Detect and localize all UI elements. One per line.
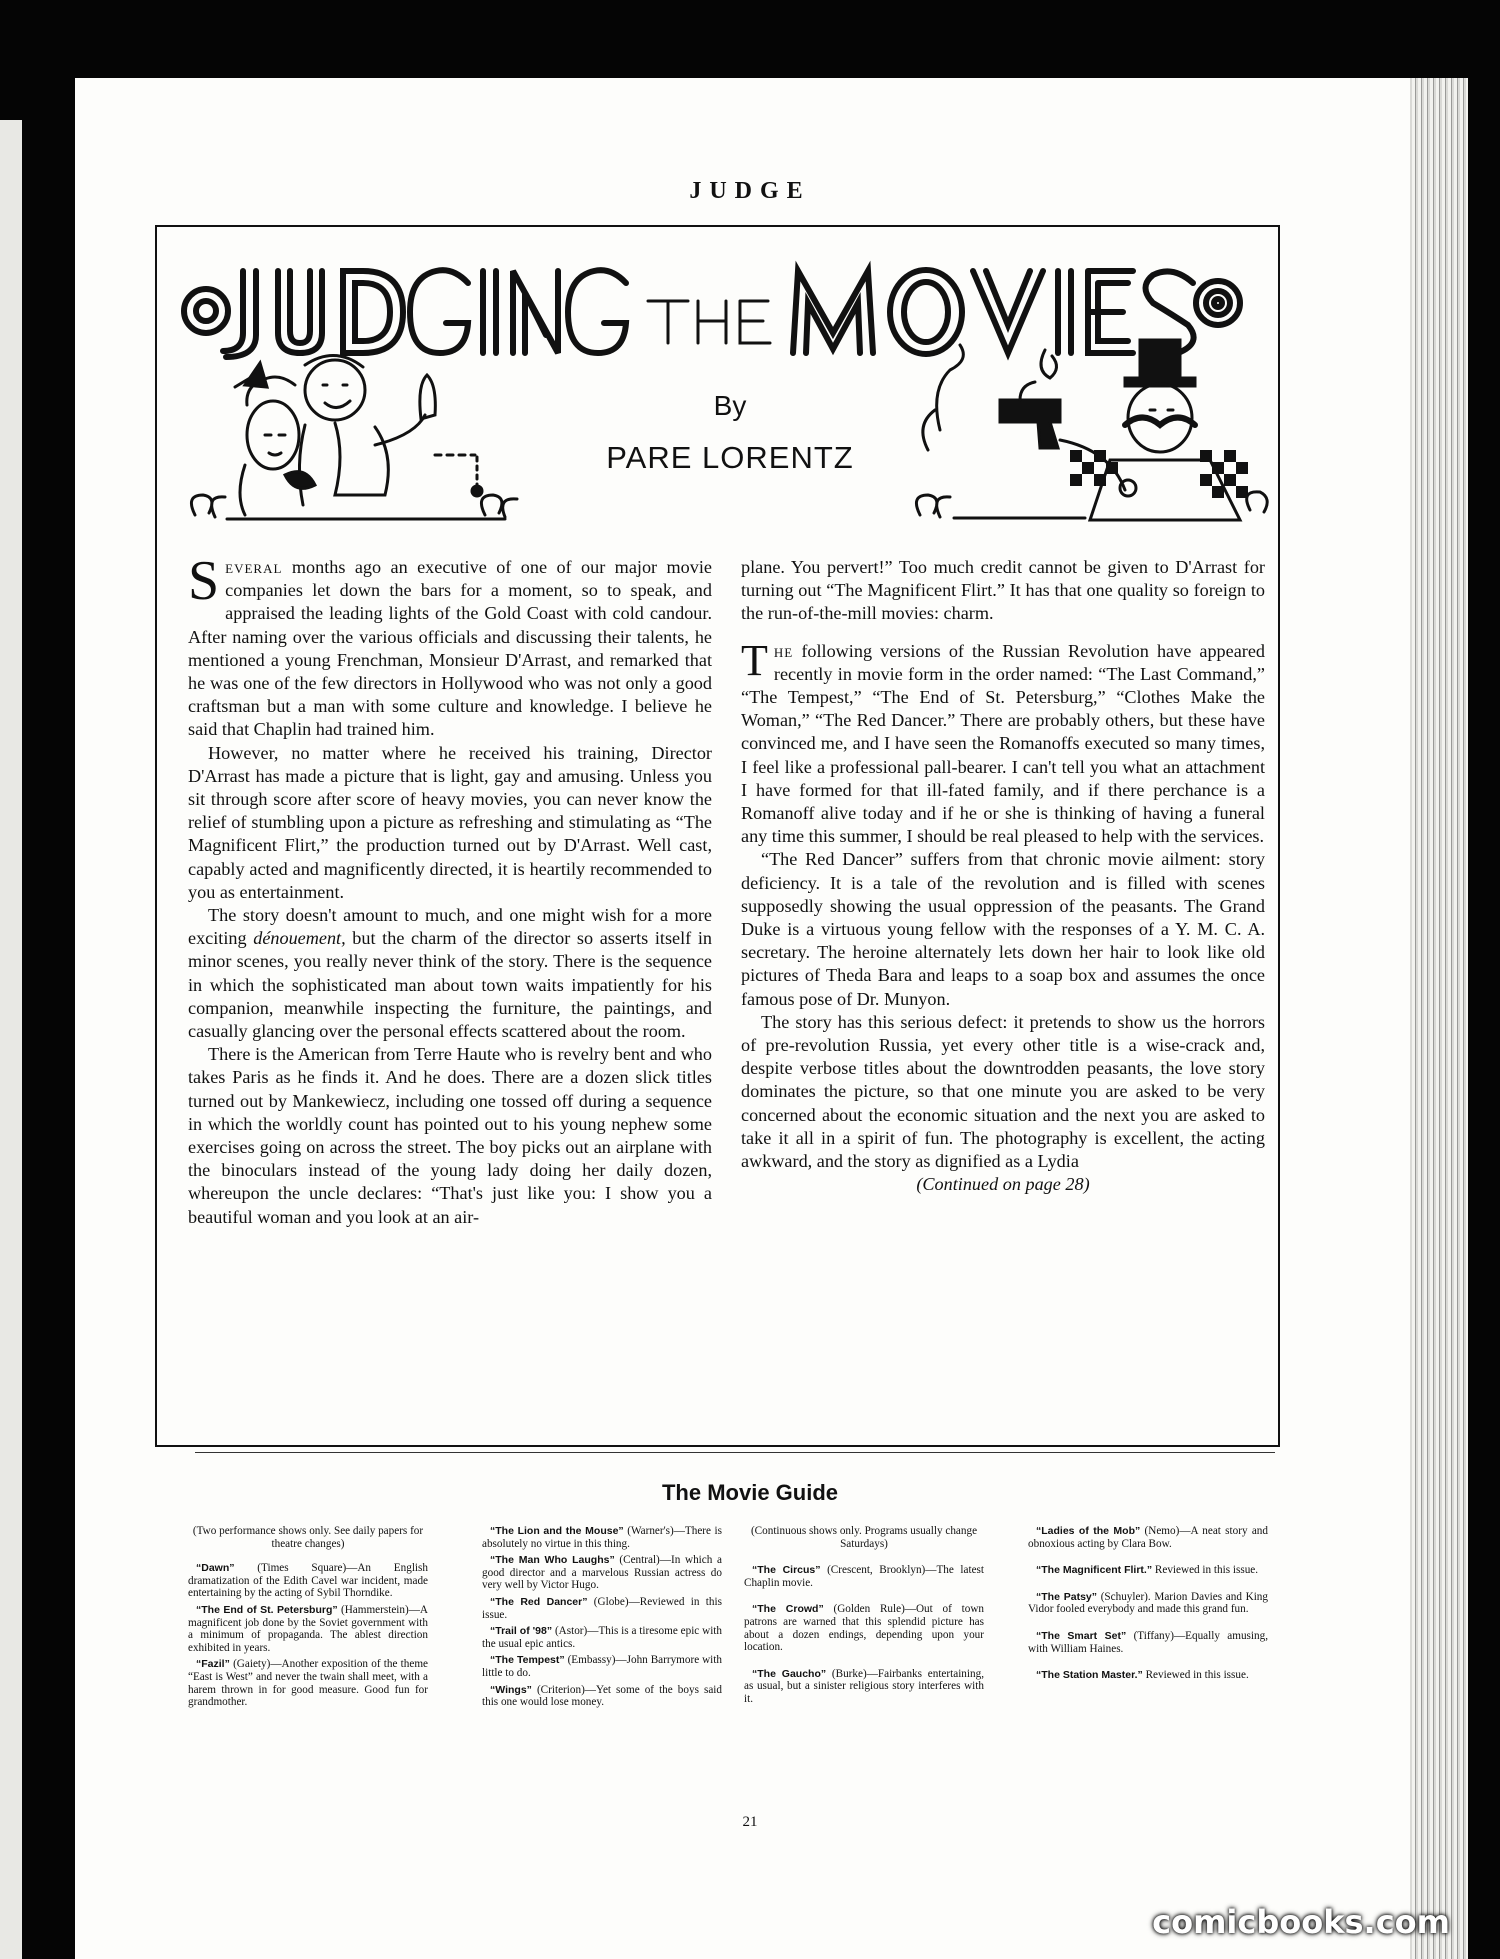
guide-entry-text: Reviewed in this issue. — [1142, 1669, 1249, 1682]
guide-entry-title: “The Lion and the Mouse” — [490, 1525, 624, 1537]
article-paragraph: The story has this serious defect: it pretends to show us the horrors of pre-revolution Russia, yet every other title is a wise-crack and, despite verbose titles about the downtrodden peasants, the love story dominates the picture, so that one minute you are asked to be very concerned about the economic situation and the next you are asked to take it all in a spirit of fun. The photography is excellent, the acting awkward, and the story as dignified as a Lydia — [741, 1011, 1265, 1172]
paragraph-text: following versions of the Russian Revolution have appeared recently in movie form in the order named: “The Last Command,” “The Tempest,” “The End of St. Petersburg,” “Clothes Make the Woman,” “The Red Dancer.” There are probably others, but these have convinced me, and I have seen the Romanoffs executed so many times, I feel like a professional pall-bearer. I can't tell you what an attachment I have formed for that ill-fated family, and if there perchance is a Romanoff alive today and if he or she is thinking of having a funeral any time this summer, I should be real pleased to help with the services. — [741, 640, 1265, 847]
movie-guide-column-2 — [482, 1525, 722, 1713]
guide-entry-title: “The Patsy” — [1036, 1590, 1097, 1603]
guide-entry-text: (Embassy)—John Barrymore with little to do. — [482, 1654, 722, 1679]
article-paragraph: plane. You pervert!” Too much credit cannot be given to D'Arrast for turning out “The Magnificent Flirt.” It has that one quality so foreign to the run-of-the-mill movies: charm. — [741, 557, 1265, 624]
guide-entry-text: (Hammerstein)—A magnificent job done by the Soviet government with a minimum of propaganda. The ablest direction exhibited in years. — [188, 1603, 428, 1654]
drop-cap: S — [188, 550, 220, 612]
article-paragraph: However, no matter where he received his training, Director D'Arrast has made a picture that is light, gay and amusing. Unless you sit through score after score of heavy movies, you can never know the relief of stumbling upon a picture as refreshing and stimulating as “The Magnificent Flirt,” the production turned out by D'Arrast. Well cast, capably acted and magnificently directed, it is heartily recommended to you as entertainment. — [188, 742, 712, 902]
guide-entry — [482, 1654, 722, 1679]
guide-entry-text: (Gaiety)—Another exposition of the theme “East is West” and never the twain shall meet, with a harem thrown in for good measure. Good fun for grandmother. — [188, 1658, 428, 1709]
guide-entry — [1028, 1630, 1268, 1655]
guide-entry — [482, 1625, 722, 1650]
continued-notice: (Continued on page 28) — [916, 1174, 1090, 1195]
paragraph-text: The story doesn't amount to much, and one might wish for a more exciting — [188, 905, 712, 949]
guide-entry — [1028, 1525, 1268, 1550]
guide-entry-text: (Burke)—Fairbanks entertaining, as usual, but a sinister religious story interferes with it. — [744, 1667, 984, 1705]
movie-guide-column-3 — [744, 1525, 984, 1710]
italic-word: dénouement, — [253, 928, 346, 949]
guide-entry-text: (Times Square)—An English dramatization of the Edith Cavel war incident, made entertaining by the acting of Sybil Thorndike. — [188, 1562, 428, 1600]
guide-entry-title: “The Tempest” — [490, 1654, 565, 1667]
article-paragraph — [741, 635, 1265, 849]
guide-entry — [744, 1603, 984, 1653]
guide-entry — [188, 1658, 428, 1708]
guide-entry-title: “The End of St. Petersburg” — [196, 1603, 338, 1616]
paragraph-text: but the charm of the director so asserts itself in minor scenes, you really never think of the story. There is the sequence in which the sophisticated man about town waits impatiently for his companion, meanwhile inspecting the furniture, the paintings, and casually glancing over the personal effects scattered about the room. — [188, 928, 713, 1042]
guide-entry — [1028, 1564, 1268, 1577]
adjacent-page-edge — [0, 120, 22, 1959]
guide-entry — [482, 1525, 722, 1550]
book-page-stack — [1410, 78, 1468, 1959]
guide-entry-text: (Criterion)—Yet some of the boys said this one would lose money. — [482, 1683, 722, 1709]
article-paragraph — [188, 904, 712, 1043]
guide-entry-title: “The Circus” — [752, 1564, 821, 1577]
guide-entry — [744, 1668, 984, 1706]
guide-entry-title: “Wings” — [490, 1683, 532, 1696]
guide-entry-text: (Tiffany)—Equally amusing, with William Haines. — [1028, 1629, 1269, 1655]
movie-guide-title: The Movie Guide — [661, 1480, 839, 1505]
article-paragraph: There is the American from Terre Haute who is revelry bent and who takes Paris as he finds it. And he does. There are a dozen slick titles turned out by Mankewiecz, including one tossed off during a sequence in which the worldly count has pointed out to his young nephew some exercises going on across the street. The boy picks out an airplane with the binoculars instead of the young lady doing her daily dozen, whereupon the uncle declares: “That's just like you: I show you a beautiful woman and you look at an air- — [188, 1044, 712, 1227]
watermark: comicbooks.com — [1152, 1903, 1450, 1941]
author-name: PARE LORENTZ — [606, 440, 854, 475]
guide-entry-title: “Ladies of the Mob” — [1036, 1525, 1141, 1537]
guide-note: (Two performance shows only. See daily papers for theatre changes) — [192, 1525, 424, 1550]
movie-guide-column-1 — [188, 1525, 428, 1713]
guide-entry-text: (Crescent, Brooklyn)—The latest Chaplin movie. — [744, 1564, 984, 1589]
guide-entry-title: “The Station Master.” — [1036, 1669, 1143, 1682]
guide-entry-title: “The Red Dancer” — [490, 1595, 588, 1608]
guide-entry — [188, 1562, 428, 1600]
article-paragraph: “The Red Dancer” suffers from that chronic movie ailment: story deficiency. It is a tale of the revolution and is filled with scenes supposedly showing the usual oppression of the peasants. The Grand Duke is a virtuous young fellow with the responses of a Y. M. C. A. secretary. The heroine alternately lets down her hair to look like old pictures of Theda Bara and leaps to a soap box and assumes the once famous pose of Dr. Munyon. — [741, 849, 1265, 1009]
small-caps-lead: everal — [225, 557, 283, 577]
guide-entry-title: “Trail of '98” — [490, 1625, 553, 1638]
guide-entry-title: “The Crowd” — [752, 1603, 824, 1616]
guide-entry-title: “Dawn” — [196, 1562, 235, 1575]
drop-cap: T — [741, 635, 768, 685]
movie-guide-column-4 — [1028, 1525, 1268, 1686]
guide-entry-text: (Warner's)—There is absolutely no virtue in this thing. — [482, 1525, 722, 1550]
article-paragraph — [188, 550, 712, 742]
guide-entry — [482, 1596, 722, 1621]
section-divider — [195, 1452, 1275, 1453]
guide-entry — [482, 1554, 722, 1592]
page-number: 21 — [742, 1814, 758, 1830]
guide-entry — [1028, 1591, 1268, 1616]
guide-entry-title: “The Man Who Laughs” — [490, 1554, 615, 1567]
guide-entry-title: “The Smart Set” — [1036, 1629, 1127, 1642]
guide-entry — [482, 1684, 722, 1709]
guide-note: (Continuous shows only. Programs usually change Saturdays) — [750, 1525, 978, 1550]
paragraph-text: months ago an executive of one of our major movie companies let down the bars for a moment, so to speak, and appraised the leading lights of the Gold Coast with cold candour. After naming over the various officials and discussing their talents, he mentioned a young Frenchman, Monsieur D'Arrast, and remarked that he was one of the few directors in Hollywood who was not only a good craftsman but a man with some culture and knowledge. I believe he said that Chaplin had trained him. — [188, 557, 712, 740]
villain-cartoon-illustration — [910, 330, 1280, 530]
guide-entry-text: (Nemo)—A neat story and obnoxious acting by Clara Bow. — [1028, 1525, 1268, 1550]
byline-by: By — [713, 390, 747, 421]
guide-entry — [188, 1604, 428, 1654]
guide-entry-text: (Central)—In which a good director and a marvelous Russian actress do very well by Victor Hugo. — [482, 1554, 722, 1592]
guide-entry-text: (Golden Rule)—Out of town patrons are warned that this splendid picture has about a dozen endings, depending upon your location. — [744, 1603, 984, 1654]
guide-entry-text: (Astor)—This is a tiresome epic with the usual epic antics. — [482, 1625, 722, 1650]
masthead: JUDGE — [689, 178, 811, 204]
guide-entry-title: “The Magnificent Flirt.” — [1036, 1564, 1153, 1577]
article-column-1 — [188, 550, 713, 1229]
guide-entry — [744, 1564, 984, 1589]
guide-entry-title: “Fazil” — [196, 1658, 230, 1671]
guide-entry-text: (Schuyler). Marion Davies and King Vidor fooled everybody and made this grand fun. — [1028, 1590, 1268, 1616]
guide-entry-text: (Globe)—Reviewed in this issue. — [482, 1595, 722, 1621]
couple-cartoon-illustration — [185, 345, 545, 525]
guide-entry-text: Reviewed in this issue. — [1152, 1564, 1259, 1577]
small-caps-lead: he — [773, 640, 794, 661]
guide-entry — [1028, 1669, 1268, 1682]
guide-entry-title: “The Gaucho” — [752, 1667, 827, 1680]
article-column-2 — [741, 556, 1265, 1196]
